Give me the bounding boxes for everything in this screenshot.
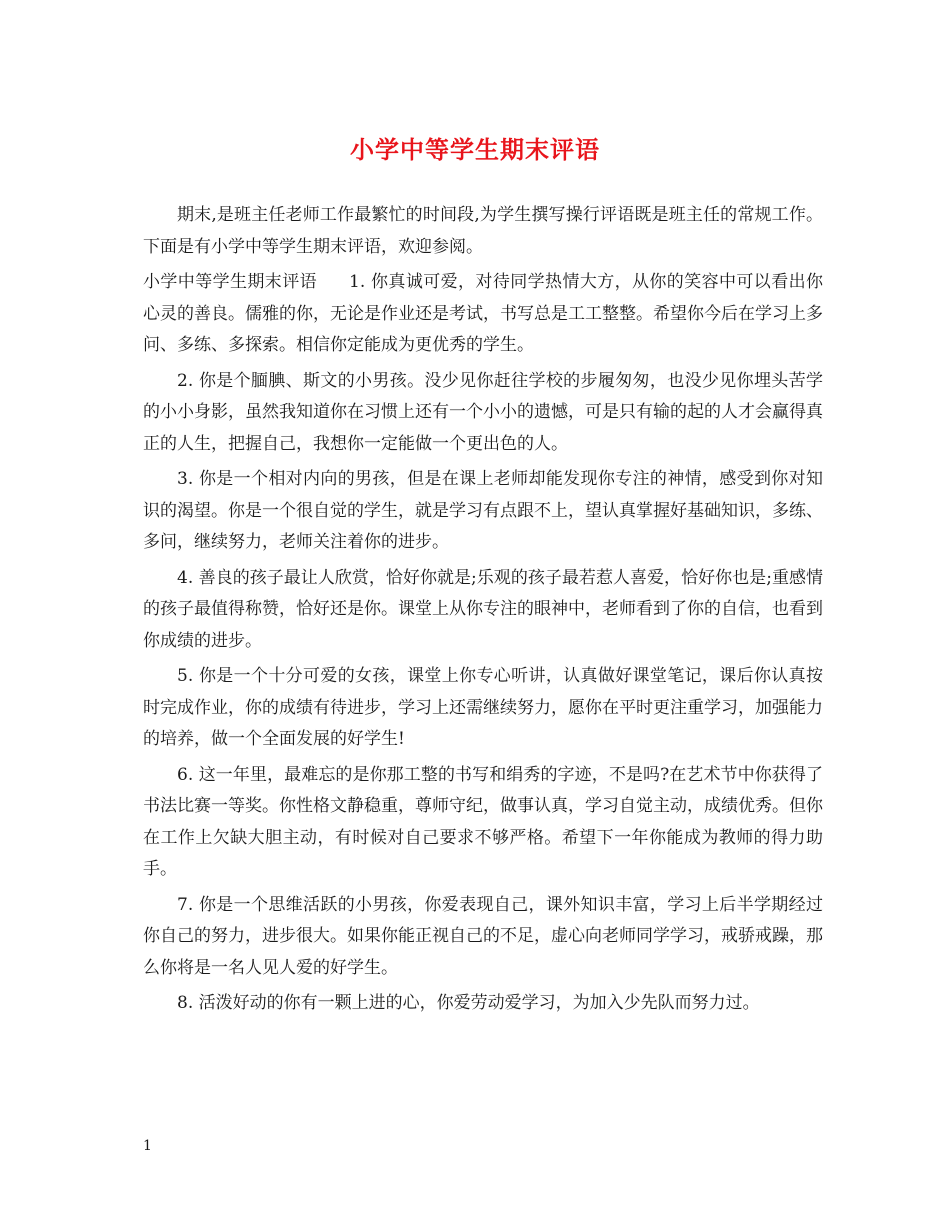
section-label: 小学中等学生期末评语 bbox=[143, 272, 317, 292]
page-number: 1 bbox=[143, 1138, 152, 1154]
comment-paragraph-7: 7. 你是一个思维活跃的小男孩，你爱表现自己，课外知识丰富，学习上后半学期经过你自己的努力，进步很大。如果你能正视自己的不足，虚心向老师同学学习，戒骄戒躁，那么你将是一名人见人爱的好学生。 bbox=[143, 894, 823, 978]
comment-paragraph-4: 4. 善良的孩子最让人欣赏，恰好你就是;乐观的孩子最若惹人喜爱，恰好你也是;重感情的孩子最值得称赞，恰好还是你。课堂上从你专注的眼神中，老师看到了你的自信，也看到你成绩的进步。 bbox=[143, 567, 823, 651]
document-title: 小学中等学生期末评语 bbox=[350, 135, 600, 164]
document-body bbox=[143, 200, 823, 1024]
comment-paragraph-6: 6. 这一年里，最难忘的是你那工整的书写和绢秀的字迹，不是吗?在艺术节中你获得了书法比赛一等奖。你性格文静稳重，尊师守纪，做事认真，学习自觉主动，成绩优秀。但你在工作上欠缺大胆主动，有时候对自己要求不够严格。希望下一年你能成为教师的得力助手。 bbox=[143, 764, 823, 879]
comment-paragraph-1 bbox=[143, 267, 823, 362]
comment-text-1: 1. 你真诚可爱，对待同学热情大方，从你的笑容中可以看出你心灵的善良。儒雅的你，无论是作业还是考试，书写总是工工整整。希望你今后在学习上多问、多练、多探索。相信你定能成为更优秀的学生。 bbox=[143, 272, 824, 355]
comment-paragraph-5: 5. 你是一个十分可爱的女孩，课堂上你专心听讲，认真做好课堂笔记，课后你认真按时完成作业，你的成绩有待进步，学习上还需继续努力，愿你在平时更注重学习，加强能力的培养，做一个全面发展的好学生! bbox=[143, 666, 823, 749]
comment-paragraph-8: 8. 活泼好动的你有一颗上进的心，你爱劳动爱学习，为加入少先队而努力过。 bbox=[177, 993, 760, 1013]
intro-paragraph: 期末,是班主任老师工作最繁忙的时间段,为学生撰写操行评语既是班主任的常规工作。下面是有小学中等学生期末评语，欢迎参阅。 bbox=[143, 205, 823, 257]
comment-paragraph-2: 2. 你是个腼腆、斯文的小男孩。没少见你赶往学校的步履匆匆，也没少见你埋头苦学的小小身影，虽然我知道你在习惯上还有一个小小的遗憾，可是只有输的起的人才会赢得真正的人生，把握自己，我想你一定能做一个更出色的人。 bbox=[143, 370, 823, 454]
comment-paragraph-3: 3. 你是一个相对内向的男孩，但是在课上老师却能发现你专注的神情，感受到你对知识的渴望。你是一个很自觉的学生，就是学习有点跟不上，望认真掌握好基础知识，多练、多问，继续努力，老师关注着你的进步。 bbox=[143, 469, 823, 552]
